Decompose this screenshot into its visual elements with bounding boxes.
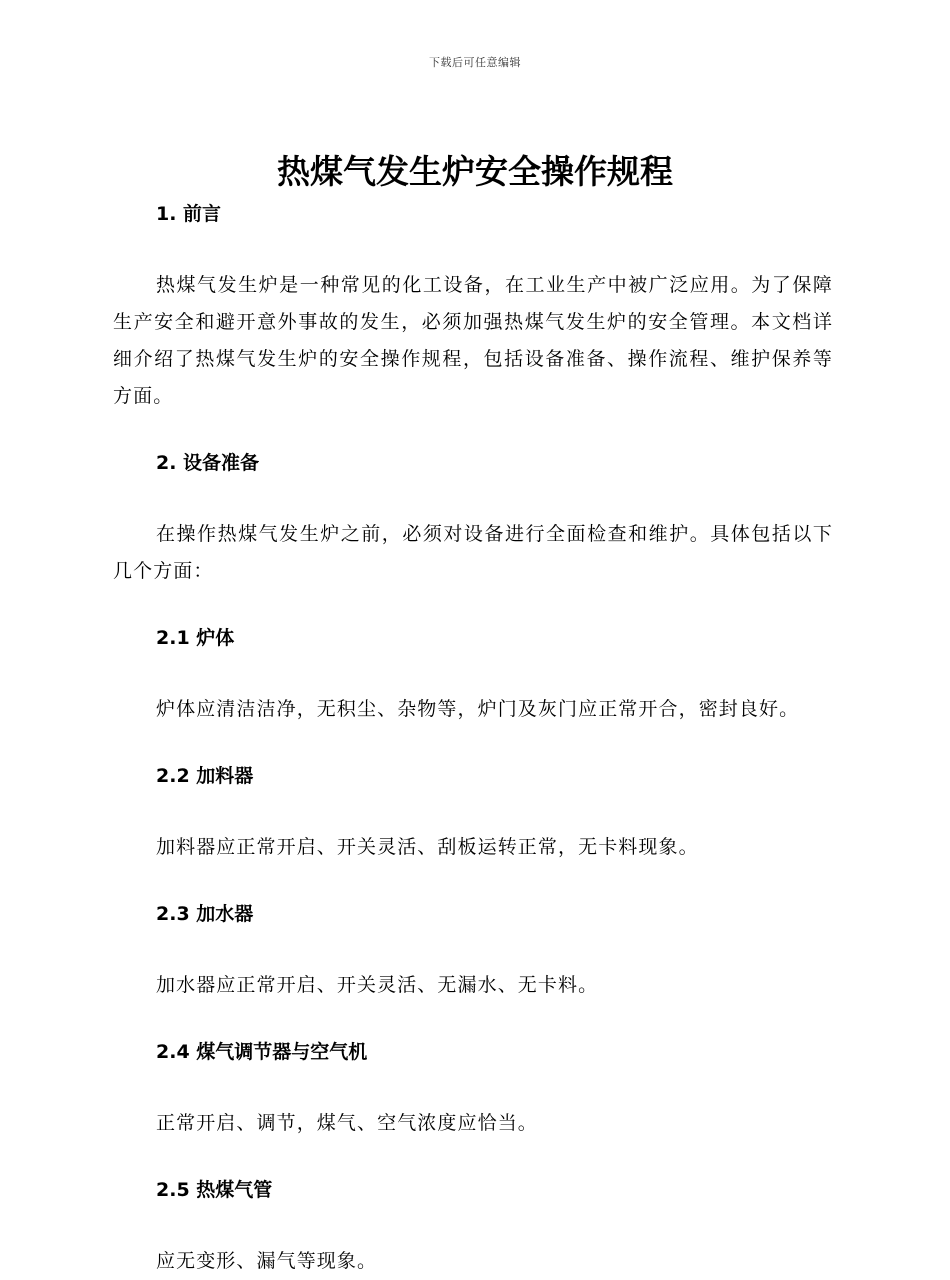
section-heading: 1. 前言 [156, 203, 222, 225]
section-hot-gas-pipe [113, 1174, 833, 1280]
section-heading: 2.4 煤气调节器与空气机 [156, 1041, 368, 1063]
section-paragraph: 应无变形、漏气等现象。 [156, 1250, 378, 1272]
section-heading: 2. 设备准备 [156, 452, 260, 474]
section-equipment-prep [113, 447, 833, 590]
section-paragraph: 在操作热煤气发生炉之前，必须对设备进行全面检查和维护。具体包括以下几个方面： [113, 523, 833, 582]
section-paragraph: 加料器应正常开启、开关灵活、刮板运转正常，无卡料现象。 [156, 836, 699, 858]
section-heading: 2.2 加料器 [156, 765, 254, 787]
section-paragraph: 热煤气发生炉是一种常见的化工设备，在工业生产中被广泛应用。为了保障生产安全和避开意外事故的发生，必须加强热煤气发生炉的安全管理。本文档详细介绍了热煤气发生炉的安全操作规程，包括设备准备、操作流程、维护保养等方面。 [113, 274, 833, 407]
section-heading: 2.1 炉体 [156, 627, 235, 649]
section-heading: 2.3 加水器 [156, 903, 254, 925]
document-title: 热煤气发生炉安全操作规程 [277, 152, 673, 191]
section-gas-regulator [113, 1036, 833, 1142]
section-paragraph: 加水器应正常开启、开关灵活、无漏水、无卡料。 [156, 974, 599, 996]
section-paragraph: 正常开启、调节，煤气、空气浓度应恰当。 [156, 1112, 538, 1134]
section-feeder [113, 760, 833, 866]
section-furnace-body [113, 622, 833, 728]
page-header-note: 下载后可任意编辑 [429, 56, 521, 69]
section-heading: 2.5 热煤气管 [156, 1179, 273, 1201]
section-preface [113, 198, 833, 415]
document-body [113, 198, 833, 1280]
section-paragraph: 炉体应清洁洁净，无积尘、杂物等，炉门及灰门应正常开合，密封良好。 [156, 698, 800, 720]
section-water-feeder [113, 898, 833, 1004]
